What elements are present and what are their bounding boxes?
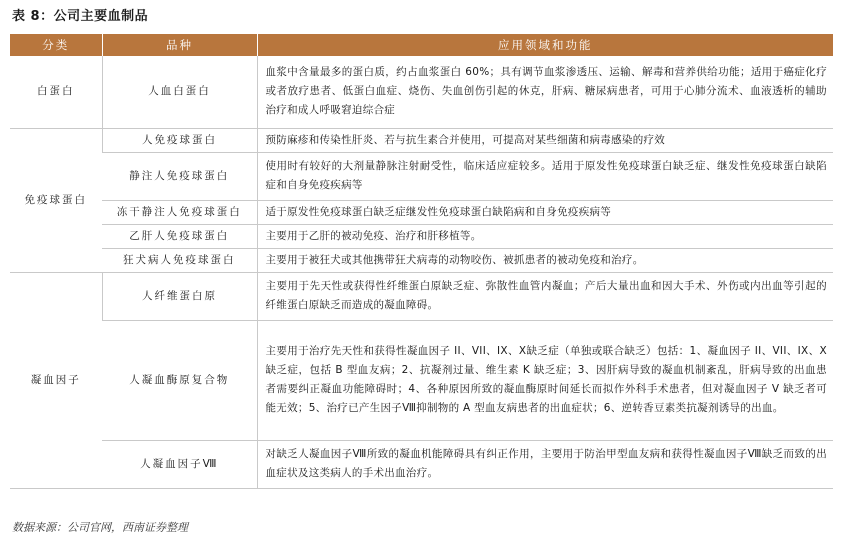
table-title: 表 8：公司主要血制品	[12, 9, 149, 24]
product-description: 预防麻疹和传染性肝炎、若与抗生素合并使用，可提高对某些细菌和病毒感染的疗效	[257, 128, 833, 152]
product-name: 人血白蛋白	[102, 56, 257, 128]
product-name: 人凝血酶原复合物	[102, 320, 257, 440]
product-name: 静注人免疫球蛋白	[102, 152, 257, 200]
category-coagulation: 凝血因子	[10, 272, 102, 488]
product-description: 主要用于治疗先天性和获得性凝血因子 II、VII、IX、X缺乏症（单独或联合缺乏）包括：1、凝血因子 II、VII、IX、X 缺乏症，包括 B 型血友病；2、抗凝剂过量、维生素 K 缺乏症；3、因肝病导致的凝血机制紊乱，肝病导致的出血患者需要纠正凝血功能障碍时；4、各种原因所致的凝血酶原时间延长而拟作外科手术患者，但对凝血因子 V 缺乏者可能无效；5、治疗已产生因子Ⅷ抑制物的 A 型血友病患者的出血症状；6、逆转香豆素类抗凝剂诱导的出血。	[257, 320, 833, 440]
product-name: 人纤维蛋白原	[102, 272, 257, 320]
product-description: 主要用于乙肝的被动免疫、治疗和肝移植等。	[257, 224, 833, 248]
product-description: 适于原发性免疫球蛋白缺乏症继发性免疫球蛋白缺陷病和自身免疫疾病等	[257, 200, 833, 224]
table-row	[10, 128, 833, 152]
table-row	[10, 224, 833, 248]
product-description: 对缺乏人凝血因子Ⅷ所致的凝血机能障碍具有纠正作用，主要用于防治甲型血友病和获得性凝血因子Ⅷ缺乏而致的出血症状及这类病人的手术出血治疗。	[257, 440, 833, 488]
table-row	[10, 320, 833, 440]
table-row	[10, 440, 833, 488]
blood-products-table	[10, 34, 833, 489]
product-description: 主要用于被狂犬或其他携带狂犬病毒的动物咬伤、被抓患者的被动免疫和治疗。	[257, 248, 833, 272]
product-name: 狂犬病人免疫球蛋白	[102, 248, 257, 272]
source-note: 数据来源：公司官网，西南证券整理	[12, 521, 188, 534]
table-row	[10, 152, 833, 200]
product-name: 乙肝人免疫球蛋白	[102, 224, 257, 248]
table-row	[10, 248, 833, 272]
header-application: 应用领域和功能	[257, 34, 833, 56]
product-name: 人凝血因子Ⅷ	[102, 440, 257, 488]
table-row	[10, 200, 833, 224]
category-immunoglobulin: 免疫球蛋白	[10, 128, 102, 272]
product-description: 使用时有较好的大剂量静脉注射耐受性，临床适应症较多。适用于原发性免疫球蛋白缺乏症、继发性免疫球蛋白缺陷症和自身免疫疾病等	[257, 152, 833, 200]
table-header-row	[10, 34, 833, 56]
product-name: 人免疫球蛋白	[102, 128, 257, 152]
header-product: 品种	[102, 34, 257, 56]
header-category: 分类	[10, 34, 102, 56]
table-row	[10, 272, 833, 320]
table-row	[10, 56, 833, 128]
category-albumin: 白蛋白	[10, 56, 102, 128]
product-description: 主要用于先天性或获得性纤维蛋白原缺乏症、弥散性血管内凝血；产后大量出血和因大手术、外伤或内出血等引起的纤维蛋白原缺乏而造成的凝血障碍。	[257, 272, 833, 320]
product-description: 血浆中含量最多的蛋白质，约占血浆蛋白 60%；具有调节血浆渗透压、运输、解毒和营养供给功能；适用于癌症化疗或者放疗患者、低蛋白血症、烧伤、失血创伤引起的休克，肝病、糖尿病患者，可用于心肺分流术、血液透析的辅助治疗和成人呼吸窘迫综合症	[257, 56, 833, 128]
product-name: 冻干静注人免疫球蛋白	[102, 200, 257, 224]
